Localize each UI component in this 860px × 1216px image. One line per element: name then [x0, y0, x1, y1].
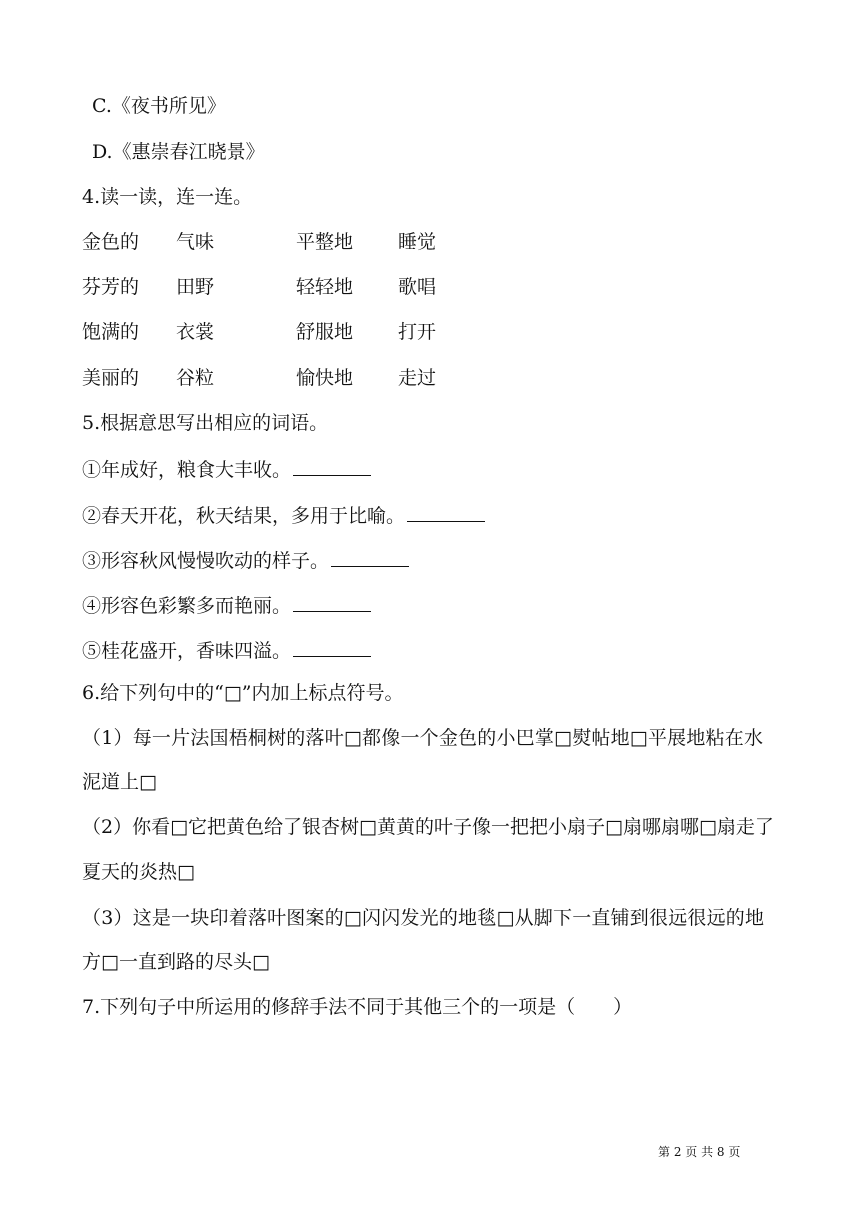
definition-item	[82, 593, 371, 618]
question-4-title: 4.读一读，连一连。	[82, 186, 253, 208]
definition-item	[82, 457, 371, 482]
match-cell: 轻轻地	[296, 276, 354, 298]
sentence-line: （3）这是一块印着落叶图案的□闪闪发光的地毯□从脚下一直铺到很远很远的地	[82, 907, 765, 929]
question-5-title: 5.根据意思写出相应的词语。	[82, 412, 329, 434]
match-cell: 平整地	[296, 231, 354, 253]
definition-text: ①年成好，粮食大丰收。	[82, 459, 292, 481]
sentence-line: 泥道上□	[82, 771, 157, 793]
question-7-title: 7.下列句子中所运用的修辞手法不同于其他三个的一项是（ ）	[82, 996, 633, 1018]
answer-blank[interactable]	[331, 548, 409, 567]
definition-text: ③形容秋风慢慢吹动的样子。	[82, 550, 330, 572]
answer-blank[interactable]	[293, 593, 371, 612]
match-cell: 舒服地	[296, 321, 354, 343]
match-cell: 饱满的	[82, 321, 140, 343]
match-cell: 气味	[176, 231, 215, 253]
match-cell: 谷粒	[176, 367, 215, 389]
definition-item	[82, 638, 371, 663]
match-cell: 田野	[176, 276, 215, 298]
definition-text: ②春天开花，秋天结果，多用于比喻。	[82, 505, 406, 527]
match-cell: 睡觉	[398, 231, 437, 253]
match-cell: 金色的	[82, 231, 140, 253]
page-number: 第 2 页 共 8 页	[658, 1145, 741, 1159]
definition-text: ⑤桂花盛开，香味四溢。	[82, 640, 292, 662]
question-6-title: 6.给下列句中的“□”内加上标点符号。	[82, 682, 404, 704]
sentence-line: （2）你看□它把黄色给了银杏树□黄黄的叶子像一把把小扇子□扇哪扇哪□扇走了	[82, 816, 774, 838]
match-cell: 美丽的	[82, 367, 140, 389]
sentence-line: 夏天的炎热□	[82, 861, 195, 883]
option-d: D.《惠崇春江晓景》	[92, 141, 265, 163]
match-cell: 愉快地	[296, 367, 354, 389]
match-cell: 衣裳	[176, 321, 215, 343]
answer-blank[interactable]	[293, 457, 371, 476]
answer-blank[interactable]	[293, 638, 371, 657]
sentence-line: 方□一直到路的尽头□	[82, 951, 270, 973]
option-c: C.《夜书所见》	[92, 95, 226, 117]
match-cell: 芬芳的	[82, 276, 140, 298]
answer-blank[interactable]	[407, 503, 485, 522]
match-cell: 打开	[398, 321, 437, 343]
definition-text: ④形容色彩繁多而艳丽。	[82, 595, 292, 617]
match-cell: 歌唱	[398, 276, 437, 298]
sentence-line: （1）每一片法国梧桐树的落叶□都像一个金色的小巴掌□熨帖地□平展地粘在水	[82, 727, 764, 749]
definition-item	[82, 503, 485, 528]
definition-item	[82, 548, 409, 573]
match-cell: 走过	[398, 367, 437, 389]
